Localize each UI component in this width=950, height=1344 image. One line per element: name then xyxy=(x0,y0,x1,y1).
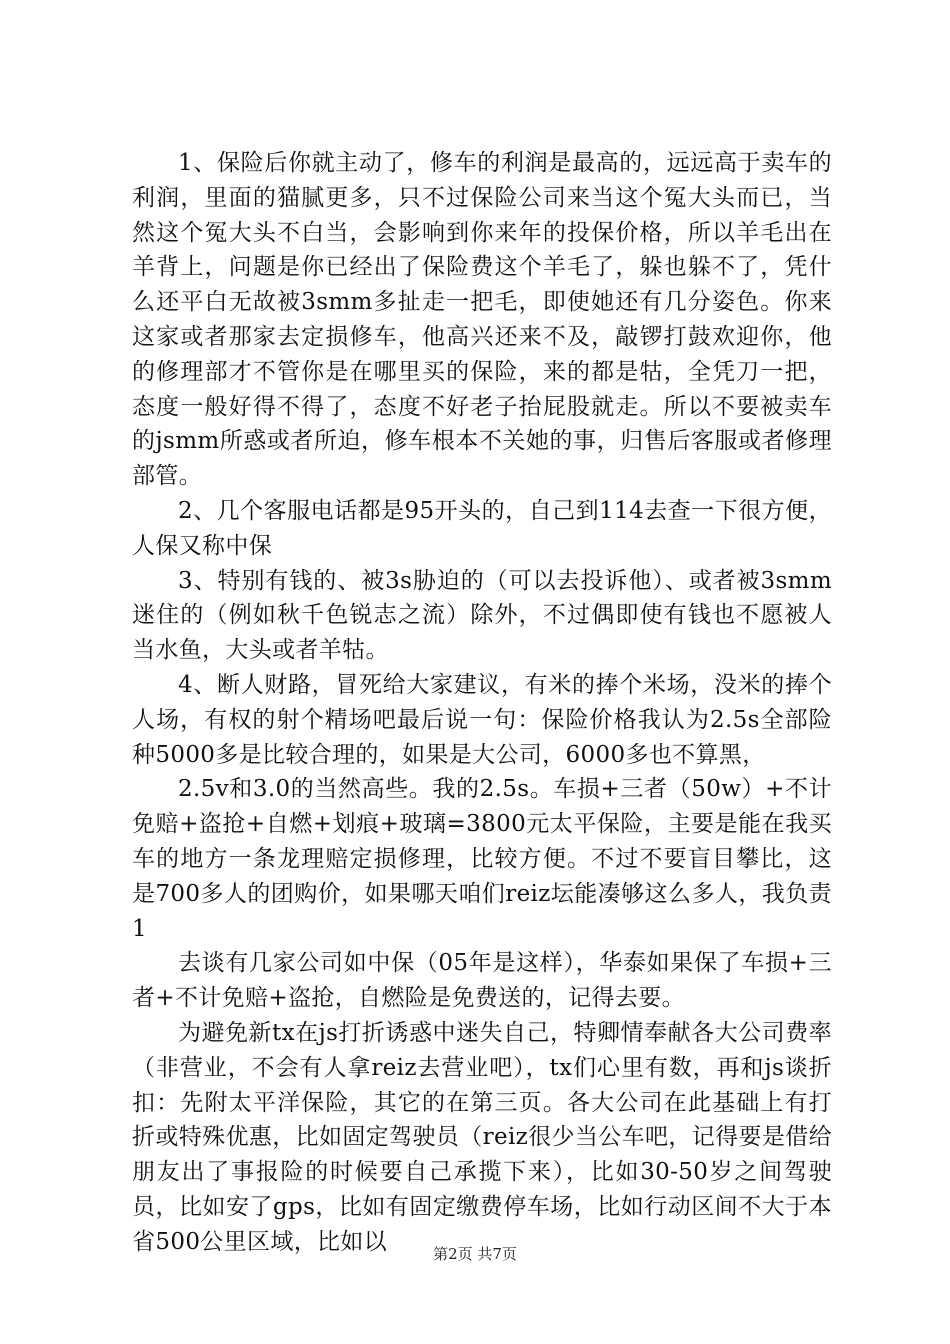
paragraph-5: 2.5v和3.0的当然高些。我的2.5s。车损+三者（50w）+不计免赔+盗抢+自燃+划痕+玻璃=3800元太平保险，主要是能在我买车的地方一条龙理赔定损修理，比较方便。不过不要盲目攀比，这是700多人的团购价，如果哪天咱们reiz坛能凑够这么多人，我负责1 xyxy=(132,776,832,942)
paragraph-1: 1、保险后你就主动了，修车的利润是最高的，远远高于卖车的利润，里面的猫腻更多，只不过保险公司来当这个冤大头而已，当然这个冤大头不白当，会影响到你来年的投保价格，所以羊毛出在羊背上，问题是你已经出了保险费这个羊毛了，躲也躲不了，凭什么还平白无故被3smm多扯走一把毛，即使她还有几分姿色。你来这家或者那家去定损修车，他高兴还来不及，敲锣打鼓欢迎你，他的修理部才不管你是在哪里买的保险，来的都是牯，全凭刀一把，态度一般好得不得了，态度不好老子抬屁股就走。所以不要被卖车的jsmm所惑或者所迫，修车根本不关她的事，归售后客服或者修理部管。 xyxy=(132,150,832,490)
paragraph-3: 3、特别有钱的、被3s胁迫的（可以去投诉他）、或者被3smm迷住的（例如秋千色锐志之流）除外，不过偶即使有钱也不愿被人当水鱼，大头或者羊牯。 xyxy=(132,567,832,664)
paragraph-2: 2、几个客服电话都是95开头的，自己到114去查一下很方便，人保又称中保 xyxy=(132,497,832,559)
page-number-footer: 第2页 共7页 xyxy=(433,1245,517,1263)
document-body xyxy=(132,146,832,1260)
paragraph-7: 为避免新tx在js打折诱惑中迷失自己，特卿情奉献各大公司费率（非营业，不会有人拿reiz去营业吧），tx们心里有数，再和js谈折扣：先附太平洋保险，其它的在第三页。各大公司在此基础上有打折或特殊优惠，比如固定驾驶员（reiz很少当公车吧，记得要是借给朋友出了事报险的时候要自己承揽下来），比如30-50岁之间驾驶员，比如安了gps，比如有固定缴费停车场，比如行动区间不大于本省500公里区域，比如以 xyxy=(132,1019,832,1255)
paragraph-4: 4、断人财路，冒死给大家建议，有米的捧个米场，没米的捧个人场，有权的射个精场吧最后说一句：保险价格我认为2.5s全部险种5000多是比较合理的，如果是大公司，6000多也不算黑， xyxy=(132,671,832,768)
paragraph-6: 去谈有几家公司如中保（05年是这样），华泰如果保了车损+三者+不计免赔+盗抢，自燃险是免费送的，记得去要。 xyxy=(132,950,832,1012)
